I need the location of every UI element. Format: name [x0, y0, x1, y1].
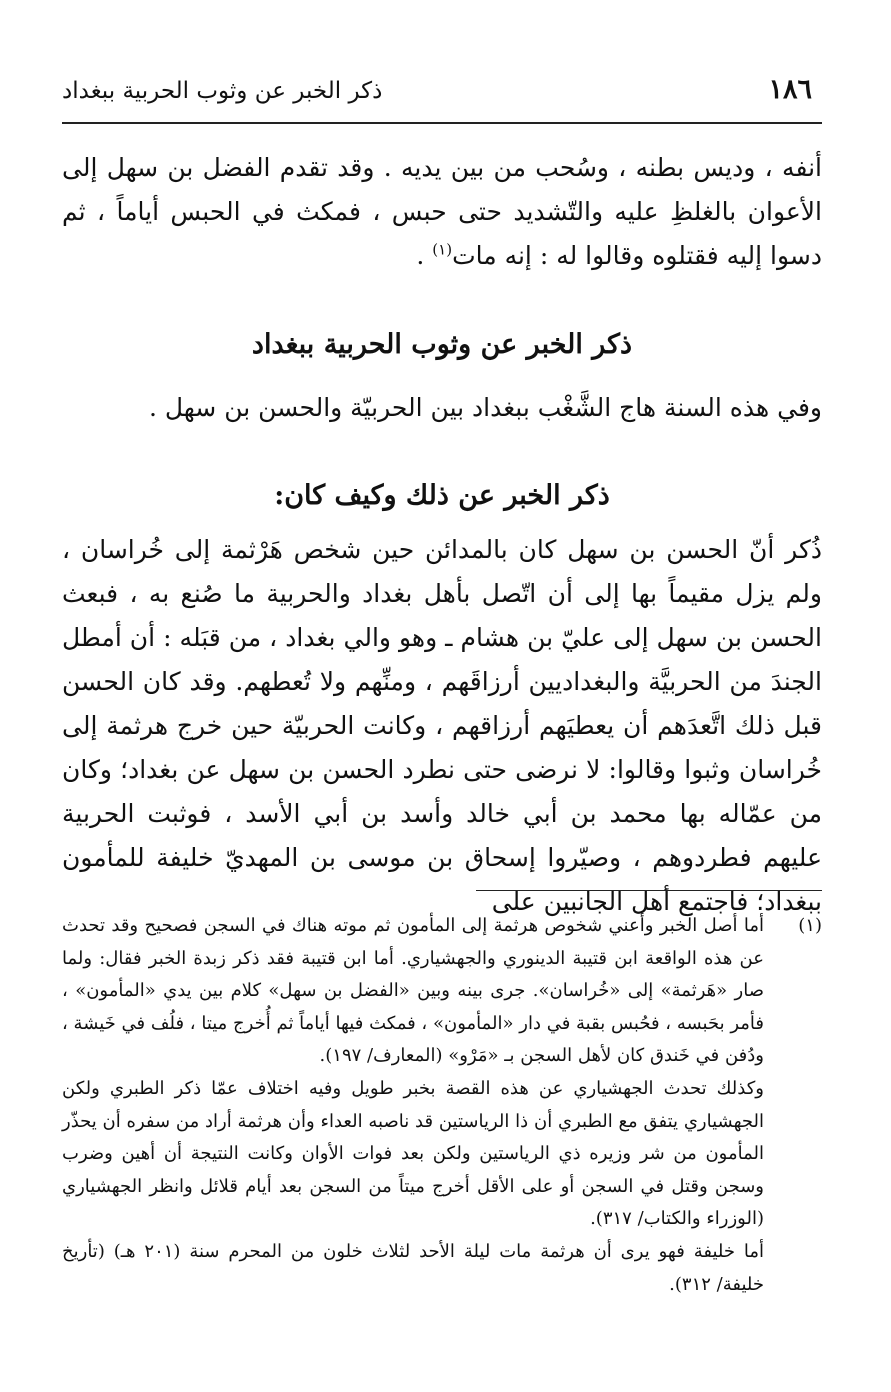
footnote-reference: (١)	[432, 240, 453, 259]
intro-text: أنفه ، وديس بطنه ، وسُحب من بين يديه . وقد تقدم الفضل بن سهل إلى الأعوان بالغلظِ عليه والتّشديد حتى حبس ، فمكث في الحبس أياماً ، ثم دسوا إليه فقتلوه وقالوا له : إنه مات	[62, 153, 822, 270]
footnote-paragraph: وكذلك تحدث الجهشياري عن هذه القصة بخبر طويل وفيه اختلاف عمّا ذكر الطبري ولكن الجهشياري يتفق مع الطبري أن ذا الرياستين قد ناصبه العداء وأن هرثمة أراد من سفره أن يحذّر المأمون من شر وزيره ذي الرياستين ولكن بعد فوات الأوان وكانت النتيجة أن أهين وضرب وسجن وقتل في السجن أو على الأقل أخرج ميتاً من السجن بعد أيام قلائل وانظر الجهشياري (الوزراء والكتاب/ ٣١٧).	[62, 1077, 764, 1230]
section-heading-1: ذكر الخبر عن وثوب الحربية ببغداد	[251, 329, 633, 360]
intro-end: .	[416, 241, 433, 270]
page-number: ١٨٦	[768, 74, 812, 105]
header-rule	[62, 122, 822, 124]
footnotes	[62, 910, 822, 1301]
footnote-paragraph: أما خليفة فهو يرى أن هرثمة مات ليلة الأحد لثلاث خلون من المحرم سنة (٢٠١ هـ) (تأريخ خليفة/ ٣١٢).	[62, 1240, 764, 1295]
footnote-paragraph: أما أصل الخبر وأعني شخوص هرثمة إلى المأمون ثم موته هناك في السجن فصحيح وقد تحدث عن هذه الواقعة ابن قتيبة الدينوري والجهشياري. أما ابن قتيبة فقد ذكر زبدة الخبر فقال: ولما صار «هَرثمة» إلى «خُراسان». جرى بينه وبين «الفضل بن سهل» كلام بين يدي «المأمون» ، فأمر بحَبسه ، فحُبس بقبة في دار «المأمون» ، فمكث فيها أياماً ثم أُخرج ميتا ، فلُف في خَيشة ، ودُفن في خَندق كان لأهل السجن بـ «مَرْو» (المعارف/ ١٩٧).	[62, 915, 765, 1067]
footnote-marker: (١)	[798, 915, 822, 936]
page-header	[62, 72, 822, 116]
intro-paragraph	[62, 146, 822, 278]
section-2-paragraph: ذُكر أنّ الحسن بن سهل كان بالمدائن حين شخص هَرْثمة إلى خُراسان ، ولم يزل مقيماً بها إلى أن اتّصل بأهل بغداد والحربية ما صُنع به ، فبعث الحسن بن سهل إلى عليّ بن هشام ـ وهو والي بغداد ، من قبَله : أن أمطل الجندَ من الحربيَّة والبغداديين أرزاقَهم ، ومنِّهم ولا تُعطهم. وقد كان الحسن قبل ذلك اتَّعدَهم أن يعطيَهم أرزاقهم ، وكانت الحربيّة حين خرج هرثمة إلى خُراسان وثبوا وقالوا: لا نرضى حتى نطرد الحسن بن سهل عن بغداد؛ وكان من عمّاله بها محمد بن أبي خالد وأسد بن أبي الأسد ، فوثبت الحربية عليهم فطردوهم ، وصيّروا إسحاق بن موسى بن المهديّ خليفة للمأمون ببغداد؛ فاجتمع أهل الجانبين على	[62, 535, 822, 916]
footnote-rule	[476, 890, 822, 891]
section-1-paragraph: وفي هذه السنة هاج الشَّغْب ببغداد بين الحربيّة والحسن بن سهل .	[148, 393, 822, 422]
section-heading-2: ذكر الخبر عن ذلك وكيف كان:	[274, 480, 610, 511]
running-title: ذكر الخبر عن وثوب الحربية ببغداد	[62, 78, 383, 104]
